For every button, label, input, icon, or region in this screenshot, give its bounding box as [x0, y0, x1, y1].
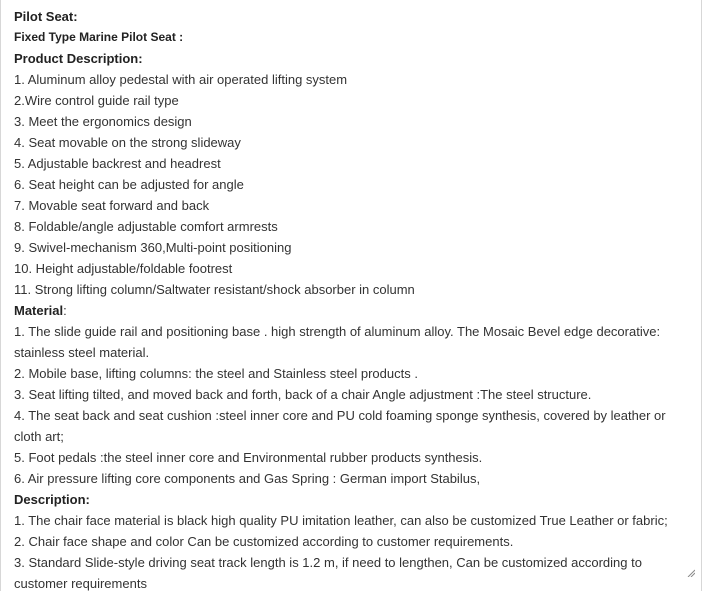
list-item: 5. Adjustable backrest and headrest: [14, 156, 221, 171]
material-heading-colon: :: [63, 303, 67, 318]
list-item: 2. Mobile base, lifting columns: the steel and Stainless steel products .: [14, 366, 418, 381]
list-item: 2.Wire control guide rail type: [14, 93, 179, 108]
product-subtitle: Fixed Type Marine Pilot Seat :: [14, 30, 184, 44]
list-item: 10. Height adjustable/foldable footrest: [14, 261, 233, 276]
page-title: Pilot Seat:: [14, 9, 78, 24]
document-content: [14, 6, 694, 594]
list-item: 2. Chair face shape and color Can be customized according to customer requirements.: [14, 534, 514, 549]
list-item: 3. Standard Slide-style driving seat track length is 1.2 m, if need to lengthen, Can be customized according to customer requirements: [14, 555, 642, 591]
list-item: 6. Air pressure lifting core components and Gas Spring : German import Stabilus,: [14, 471, 481, 486]
material-heading: Material: [14, 303, 64, 318]
list-item: 3. Seat lifting tilted, and moved back and forth, back of a chair Angle adjustment :The steel structure.: [14, 387, 592, 402]
material-heading-row: [14, 300, 694, 321]
product-description-list: [14, 69, 694, 300]
product-description-heading: Product Description:: [14, 51, 143, 66]
list-item: 4. The seat back and seat cushion :steel inner core and PU cold foaming sponge synthesis, covered by leather or cloth art;: [14, 408, 666, 444]
list-item: 1. The slide guide rail and positioning base . high strength of aluminum alloy. The Mosaic Bevel edge decorative: stainless steel material.: [14, 324, 661, 360]
list-item: 3. Meet the ergonomics design: [14, 114, 192, 129]
list-item: 9. Swivel-mechanism 360,Multi-point positioning: [14, 240, 292, 255]
list-item: 6. Seat height can be adjusted for angle: [14, 177, 244, 192]
list-item: 4. Seat movable on the strong slideway: [14, 135, 241, 150]
resize-grip-icon[interactable]: [687, 569, 695, 577]
list-item: 7. Movable seat forward and back: [14, 198, 210, 213]
description-list: [14, 510, 694, 594]
material-list: [14, 321, 694, 489]
list-item: 1. Aluminum alloy pedestal with air operated lifting system: [14, 72, 348, 87]
description-heading: Description:: [14, 492, 90, 507]
list-item: 5. Foot pedals :the steel inner core and Environmental rubber products synthesis.: [14, 450, 483, 465]
list-item: 1. The chair face material is black high quality PU imitation leather, can also be customized True Leather or fabric;: [14, 513, 668, 528]
list-item: 8. Foldable/angle adjustable comfort armrests: [14, 219, 278, 234]
list-item: 11. Strong lifting column/Saltwater resistant/shock absorber in column: [14, 282, 415, 297]
